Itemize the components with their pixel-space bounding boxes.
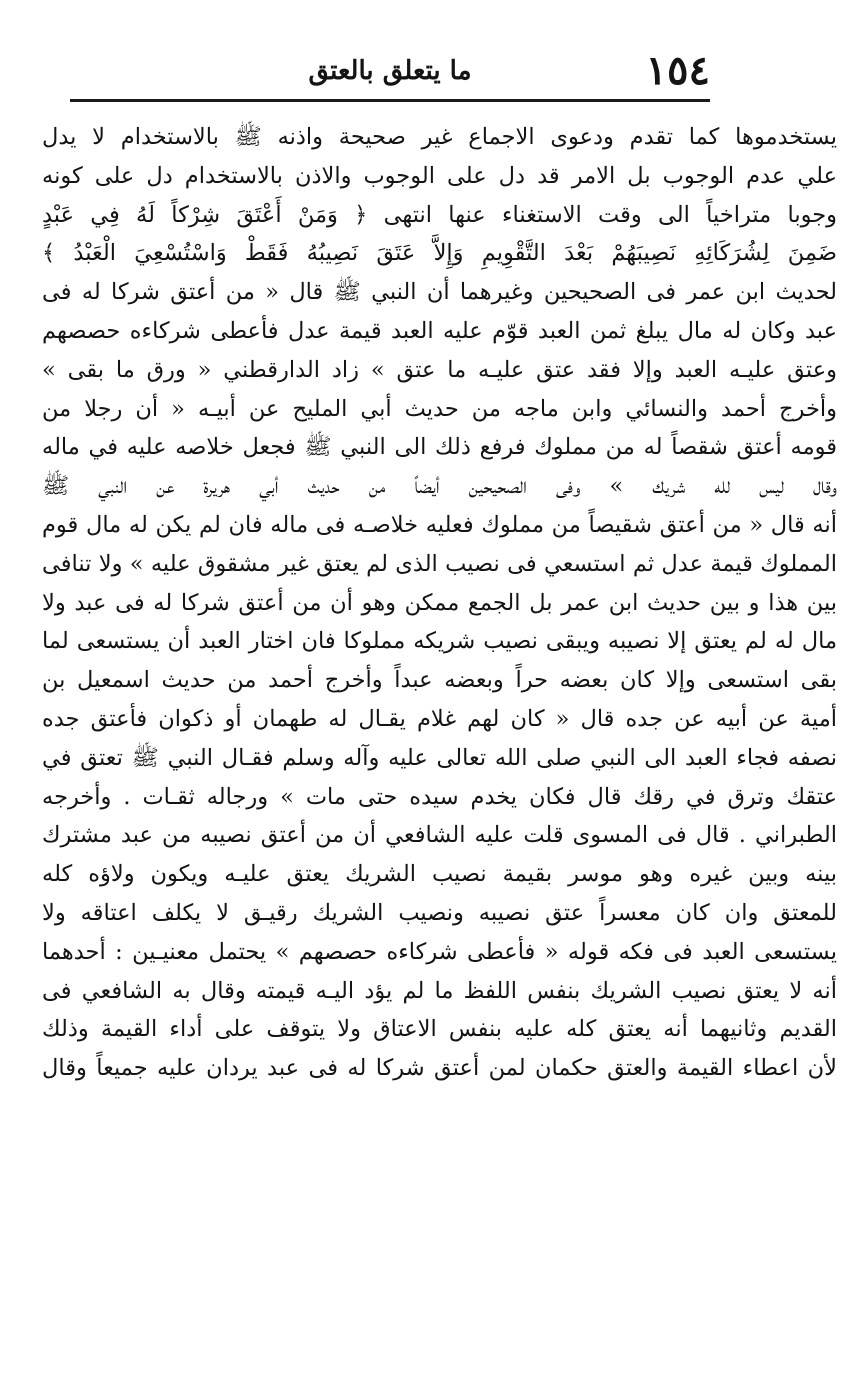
- text-line: لأن اعطاء القيمة والعتق حكمان لمن أعتق شركا له فى عبد يردان عليه جميعاً وقال: [42, 1055, 837, 1082]
- text-line: وقال ليس لله شريك » وفى الصحيحين أيضاً من حديث أبي هريرة عن النبي ﷺ: [42, 473, 837, 500]
- text-line: وأخرج أحمد والنسائي وابن ماجه من حديث أبي المليح عن أبيـه « أن رجلا من: [42, 395, 837, 422]
- text-line: القديم وثانيهما أنه يعتق كله عليه بنفس الاعتاق ولا يتوقف على أداء القيمة وذلك: [42, 1016, 837, 1043]
- text-line: الطبراني . قال فى المسوى قلت عليه الشافعي أن من أعتق نصيبه من عبد مشترك: [42, 822, 837, 849]
- page-header: [70, 44, 710, 98]
- text-line: قومه أعتق شقصاً له من مملوك فرفع ذلك الى النبي ﷺ فجعل خلاصه عليه في ماله: [42, 434, 837, 461]
- text-line: بينه وبين غيره وهو موسر بقيمة نصيب الشريك يعتق عليـه ويكون ولاؤه كله: [42, 861, 837, 888]
- body-text: [42, 118, 837, 1088]
- text-line: يستخدموها كما تقدم ودعوى الاجماع غير صحيحة واذنه ﷺ بالاستخدام لا يدل: [42, 124, 837, 150]
- text-line: بقى استسعى وإلا كان بعضه حراً وبعضه عبداً وأخرج أحمد من حديث اسمعيل بن: [42, 667, 837, 694]
- running-title: ما يتعلق بالعتق: [308, 56, 472, 86]
- text-line: وجوبا متراخياً الى وقت الاستغناء عنها انتهى ﴿ وَمَنْ أَعْتَقَ شِرْكاً لَهُ فِي عَبْدٍ: [42, 201, 837, 228]
- text-line: أنه قال « من أعتق شقيصاً من مملوك فعليه خلاصـه فى ماله فان لم يكن له مال قوم: [42, 511, 837, 538]
- text-line: علي عدم الوجوب بل الامر قد دل على الوجوب والاذن بالاستخدام دل على كونه: [42, 162, 837, 189]
- text-line: ضَمِنَ لِشُرَكَائِهِ نَصِيبَهُمْ بَعْدَ التَّقْوِيمِ وَإِلاَّ عَتَقَ نَصِيبُهُ فَقَطْ وَاسْتُسْعِيَ الْعَبْدُ ﴾: [42, 240, 837, 267]
- text-line: أنه لا يعتق نصيب الشريك بنفس اللفظ ما لم يؤد اليـه قيمته وقال به الشافعي فى: [42, 977, 837, 1004]
- text-line: نصفه فجاء العبد الى النبي صلى الله تعالى عليه وآله وسلم فقـال النبي ﷺ تعتق في: [42, 744, 837, 771]
- page-number: ١٥٤: [645, 47, 710, 94]
- text-line: عتقك وترق في رقك قال فكان يخدم سيده حتى مات » ورجاله ثقـات . وأخرجه: [42, 783, 837, 810]
- text-line: أمية عن أبيه عن جده قال « كان لهم غلام يقـال له طهمان أو ذكوان فأعتق جده: [42, 705, 837, 732]
- text-line: يستسعى العبد فى فكه قوله « فأعطى شركاءه حصصهم » يحتمل معنيـين : أحدهما: [42, 938, 837, 965]
- text-line: لحديث ابن عمر فى الصحيحين وغيرهما أن النبي ﷺ قال « من أعتق شركا له فى: [42, 279, 837, 306]
- text-line: عبد وكان له مال يبلغ ثمن العبد قوّم عليه العبد قيمة عدل فأعطى شركاءه حصصهم: [42, 317, 837, 344]
- header-rule: [70, 99, 710, 102]
- text-line: المملوك قيمة عدل ثم استسعي فى نصيب الذى لم يعتق غير مشقوق عليه » ولا تنافى: [42, 550, 837, 577]
- text-line: مال له لم يعتق إلا نصيبه ويبقى نصيب شريكه مملوكا فان اختار العبد أن يستسعى لما: [42, 628, 837, 655]
- text-line: للمعتق وان كان معسراً عتق نصيبه ونصيب الشريك رقيـق لا يكلف اعتاقه ولا: [42, 899, 837, 926]
- text-line: بين هذا و بين حديث ابن عمر بل الجمع ممكن وهو أن من أعتق شركا له فى عبد ولا: [42, 589, 837, 616]
- text-line: وعتق عليـه العبد وإلا فقد عتق عليـه ما عتق » زاد الدارقطني « ورق ما بقى »: [42, 356, 837, 383]
